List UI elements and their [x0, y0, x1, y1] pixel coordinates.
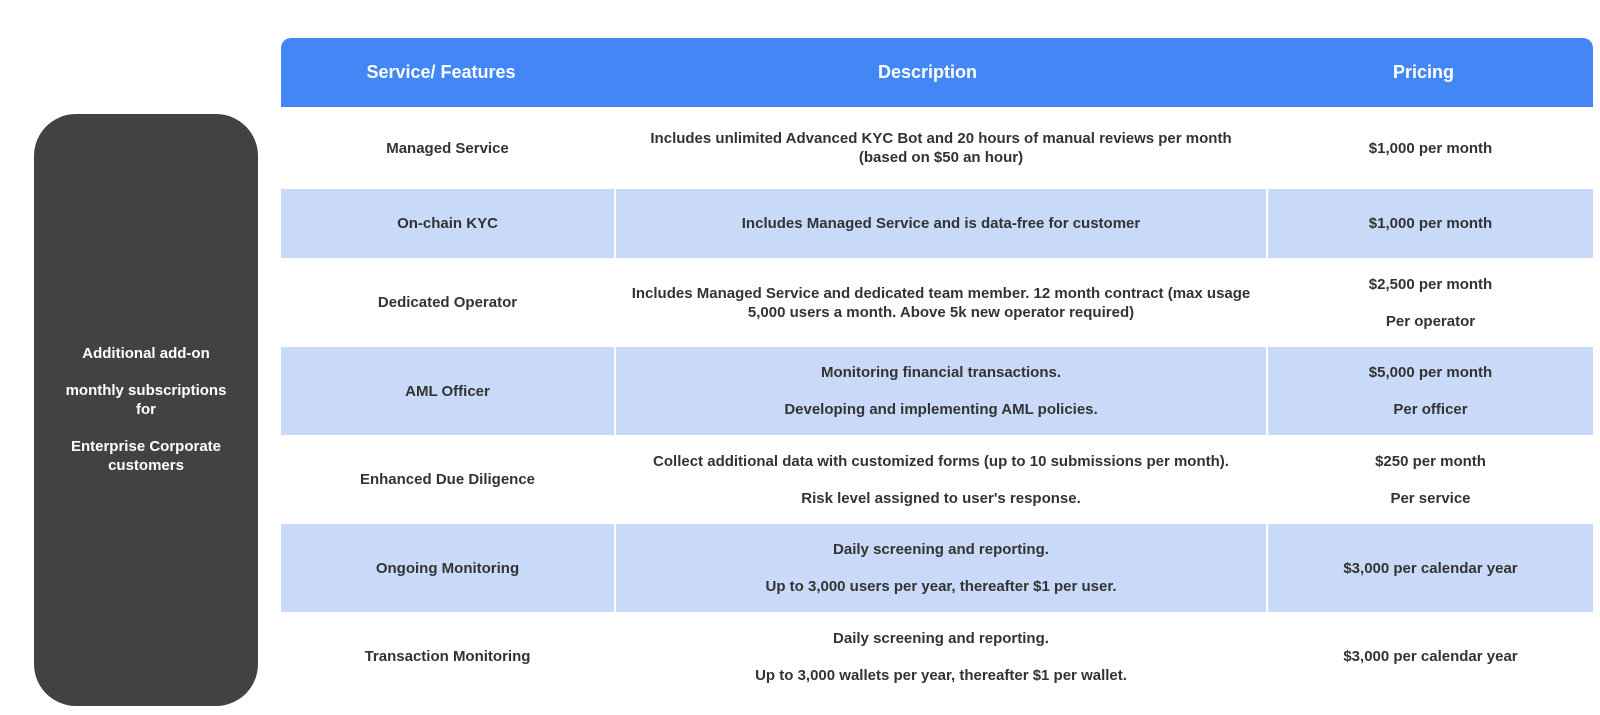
pricing-cell — [1268, 189, 1593, 258]
description-cell — [614, 347, 1268, 435]
description-cell — [614, 612, 1268, 701]
table-header — [281, 38, 1593, 107]
feature-cell: Enhanced Due Diligence — [359, 471, 536, 488]
pricing-text: $250 per month — [1375, 452, 1486, 470]
description-text: Up to 3,000 wallets per year, thereafter $1 per wallet. — [755, 666, 1127, 684]
feature-cell: On-chain KYC — [281, 189, 614, 258]
table-row — [281, 189, 1593, 258]
pricing-text: $2,500 per month — [1368, 275, 1493, 293]
pricing-text: $1,000 per month — [1368, 139, 1493, 157]
description-text: Daily screening and reporting. — [833, 541, 1049, 558]
table-row — [281, 347, 1593, 435]
table-row — [281, 107, 1593, 189]
description-cell — [614, 258, 1268, 347]
description-text: Up to 3,000 users per year, thereafter $1 per user. — [765, 578, 1117, 595]
description-text: Monitoring financial transactions. — [820, 364, 1062, 381]
header-pricing: Pricing — [1392, 62, 1454, 82]
description-text: Daily screening and reporting. — [833, 629, 1049, 647]
table-row — [281, 524, 1593, 612]
description-cell — [614, 435, 1268, 524]
feature-cell: Dedicated Operator — [377, 294, 518, 311]
description-cell — [614, 107, 1268, 189]
description-text: Includes unlimited Advanced KYC Bot and 20 hours of manual reviews per month (based on $50 an hour) — [650, 130, 1232, 166]
table-body — [281, 107, 1593, 701]
pricing-cell — [1268, 435, 1593, 524]
pricing-text: $1,000 per month — [1368, 215, 1493, 232]
header-description: Description — [877, 62, 978, 82]
table-row — [281, 435, 1593, 524]
pricing-cell — [1268, 347, 1593, 435]
pricing-text: $3,000 per calendar year — [1343, 648, 1518, 665]
table-row — [281, 258, 1593, 347]
description-text: Includes Managed Service and dedicated team member. 12 month contract (max usage 5,000 users a month. Above 5k new operator required) — [631, 284, 1251, 321]
table-row — [281, 612, 1593, 701]
description-text: Collect additional data with customized forms (up to 10 submissions per month). — [653, 452, 1229, 470]
header-feature: Service/ Features — [366, 62, 516, 82]
description-cell — [614, 524, 1268, 612]
pricing-cell — [1268, 258, 1593, 347]
pricing-text: $3,000 per calendar year — [1343, 559, 1518, 577]
description-text: Developing and implementing AML policies. — [784, 401, 1098, 418]
pricing-cell — [1268, 107, 1593, 189]
pricing-text: Per service — [1390, 489, 1471, 507]
pricing-cell — [1268, 612, 1593, 701]
feature-cell: Managed Service — [386, 139, 509, 157]
side-panel-line-1: Additional add-on — [82, 344, 210, 362]
pricing-table — [281, 38, 1593, 701]
side-panel-line-3: Enterprise Corporate customers — [70, 438, 222, 474]
pricing-text: $5,000 per month — [1368, 364, 1493, 381]
pricing-text: Per operator — [1385, 312, 1476, 330]
description-text: Risk level assigned to user's response. — [801, 489, 1081, 507]
feature-cell: AML Officer — [281, 347, 614, 435]
side-panel — [34, 114, 258, 706]
pricing-text: Per officer — [1393, 401, 1468, 418]
description-cell — [614, 189, 1268, 258]
description-text: Includes Managed Service and is data-free for customer — [741, 215, 1141, 232]
feature-cell: Ongoing Monitoring — [281, 524, 614, 612]
feature-cell: Transaction Monitoring — [364, 648, 531, 665]
side-panel-line-2: monthly subscriptions for — [65, 382, 227, 418]
pricing-cell — [1268, 524, 1593, 612]
